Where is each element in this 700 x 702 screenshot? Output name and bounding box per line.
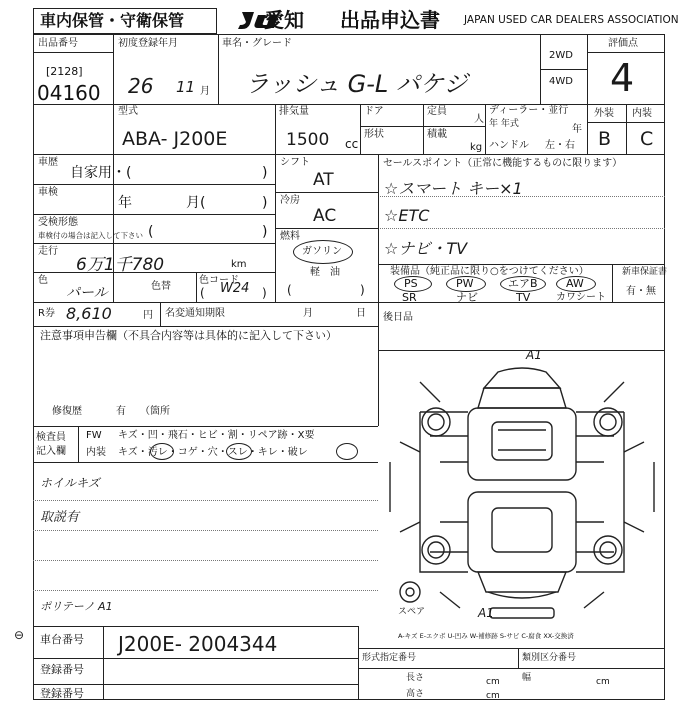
equipment-sr: SR [402, 291, 417, 304]
lot-sub-number: [2128] [46, 65, 83, 78]
first-reg-label: 初度登録年月 [118, 38, 178, 49]
class-spec-label: 類別区分番号 [522, 653, 577, 663]
interior-grade: C [640, 128, 654, 150]
handwritten-note-1: ホイルキズ [40, 476, 100, 490]
recycle-value: 8,610 [66, 304, 112, 323]
first-reg-month: 11 [176, 78, 196, 96]
warranty-opts: 有・無 [626, 286, 656, 297]
name-change-label: 名変通知期限 [165, 308, 225, 319]
fuel-open: ( [287, 283, 292, 297]
org-name: 愛知 [264, 8, 304, 32]
type-spec-note: 車検付の場合は記入して下さい [38, 231, 143, 240]
size-height: 高さ [406, 689, 425, 699]
dealer-handle-opts: 左・右 [545, 140, 575, 151]
equipment-kawa-seat: カワシート [556, 292, 606, 303]
storage-label: 車内保管・守衛保管 [40, 11, 185, 30]
dealer-year-type: 年 年式 [489, 119, 519, 129]
dealer-handle: ハンドル [489, 140, 529, 151]
mark-circle-2 [226, 443, 252, 460]
exterior-grade: B [598, 128, 612, 150]
load-label: 積載 [427, 129, 447, 140]
handwritten-note-3: ポリテーノ A1 [40, 600, 113, 613]
repair-place: （箇所 [140, 406, 170, 417]
load-unit: kg [470, 142, 483, 153]
size-height-cm: cm [486, 691, 500, 701]
logo-mark [0, 0, 1, 12]
fuel-diesel: 軽 油 [310, 267, 340, 278]
history-value: 自家用・( [70, 165, 132, 181]
mileage-unit: km [231, 259, 247, 270]
fuel-gas: ガソリン [302, 246, 342, 257]
lot-label: 出品番号 [38, 38, 78, 49]
first-reg-year: 26 [128, 74, 154, 98]
displacement-label: 排気量 [279, 106, 309, 117]
equipment-pw: PW [456, 277, 474, 290]
rating-label: 評価点 [608, 38, 638, 49]
diagram-legend: A-キズ E-エクボ U-凹み W-補修跡 S-サビ C-腐食 XX-交換済 [398, 632, 574, 640]
history-close: ) [262, 165, 268, 181]
color-change-label: 色替 [151, 281, 171, 292]
english-name: JAPAN USED CAR DEALERS ASSOCIATION [464, 14, 679, 26]
form-title: 出品申込書 [340, 8, 440, 32]
color-value: パール [66, 285, 108, 301]
registration-label: 登録番号 [40, 663, 84, 676]
color-code: W24 [220, 281, 250, 296]
aircon-label: 冷房 [280, 195, 300, 206]
after-label: 後日品 [383, 312, 413, 323]
displacement-unit: cc [345, 137, 359, 151]
warranty-label: 新車保証書 [622, 267, 668, 277]
inspector-label-2: 記入欄 [36, 446, 66, 457]
fuel-label: 燃料 [280, 231, 300, 242]
size-length: 長さ [406, 673, 425, 683]
selling-point-1: ☆スマート キー×1 [384, 179, 523, 198]
selling-point-3: ☆ナビ・TV [384, 239, 468, 258]
size-length-cm: cm [486, 677, 500, 687]
recycle-label: R券 [38, 308, 55, 319]
form-spec-label: 形式指定番号 [362, 653, 417, 663]
lot-number: 04160 [37, 81, 101, 105]
inspection-close: ) [262, 195, 268, 211]
mark-circle-3 [336, 443, 358, 460]
door-label: ドア [364, 106, 384, 117]
recycle-unit: 円 [143, 310, 153, 321]
size-width-cm: cm [596, 677, 610, 687]
mileage-label: 走行 [38, 246, 58, 257]
equipment-tv: TV [516, 291, 531, 304]
shift-value: AT [313, 170, 334, 190]
color-code-open: ( [200, 286, 205, 300]
exterior-label: 外装 [594, 108, 614, 119]
diagram-bottom-mark: A1 [478, 606, 494, 620]
equipment-label: 装備品（純正品に限り○をつけてください） [390, 266, 589, 277]
rating-score: 4 [610, 56, 635, 100]
spare-label: スペア [398, 607, 426, 617]
color-label: 色 [38, 275, 48, 286]
mileage-value: 6万1千780 [76, 255, 165, 275]
selling-point-2: ☆ETC [384, 206, 430, 225]
equipment-navi: ナビ [456, 291, 478, 304]
inspection-year: 年 [118, 195, 132, 211]
name-change-day: 日 [356, 308, 366, 319]
capacity-label: 定員 [427, 106, 447, 117]
inspection-month: 月( [186, 195, 206, 211]
repair-value: 有 [116, 406, 126, 417]
color-code-label: 色コード [199, 275, 239, 286]
type-spec-close: ) [262, 224, 268, 240]
car-name-value: ラッシュ G-L パケジ [245, 70, 468, 98]
notes-label: 注意事項申告欄（不具合内容等は具体的に記入して下さい） [40, 329, 337, 342]
fuel-close: ) [360, 283, 365, 297]
size-width: 幅 [522, 673, 532, 683]
capacity-unit: 人 [474, 114, 484, 125]
drive-2wd: 2WD [549, 50, 573, 61]
chassis-value: J200E- 2004344 [118, 632, 278, 656]
history-label: 車歴 [38, 157, 58, 168]
dealer-label: ディーラー・並行 [489, 105, 569, 116]
plate-label: 登録番号 [40, 687, 84, 700]
car-damage-diagram [380, 352, 665, 622]
mark-circle-1 [150, 443, 174, 460]
shape-label: 形状 [364, 129, 384, 140]
diagram-top-mark: A1 [526, 348, 542, 362]
chassis-mark: ⊖ [14, 628, 25, 642]
displacement-value: 1500 [286, 130, 330, 150]
first-reg-month-suffix: 月 [200, 86, 210, 97]
type-spec-label: 受検形態 [38, 217, 78, 228]
inspector-int-items: キズ・汚レ・コゲ・穴・スレ・キレ・破レ [118, 447, 308, 458]
inspector-interior: 内装 [86, 447, 106, 458]
inspection-label: 車検 [38, 187, 58, 198]
drive-4wd: 4WD [549, 76, 573, 87]
inspector-fw: FW [86, 430, 102, 441]
model-value: ABA- J200E [122, 128, 228, 150]
equipment-airbag: エアB [508, 277, 538, 290]
equipment-aw: AW [566, 277, 584, 290]
repair-label: 修復歴 [52, 406, 82, 417]
color-code-close: ) [262, 286, 267, 300]
equipment-ps: PS [404, 277, 418, 290]
dealer-year-unit: 年 [572, 124, 582, 135]
handwritten-note-2: 取説有 [40, 510, 80, 525]
selling-points-label: セールスポイント（正常に機能するものに限ります） [383, 158, 623, 169]
chassis-label: 車台番号 [40, 633, 84, 646]
aircon-value: AC [313, 206, 337, 226]
name-change-month: 月 [303, 308, 313, 319]
inspector-fw-items: キズ・凹・飛石・ヒビ・割・リペア跡・X要 [118, 430, 315, 441]
shift-label: シフト [280, 157, 310, 168]
type-spec-open: ( [148, 224, 154, 240]
equipment-grid [392, 278, 612, 302]
model-label: 型式 [118, 106, 138, 117]
interior-label: 内装 [632, 108, 652, 119]
car-name-label: 車名・グレード [222, 38, 292, 49]
inspector-label-1: 検査員 [36, 432, 66, 443]
